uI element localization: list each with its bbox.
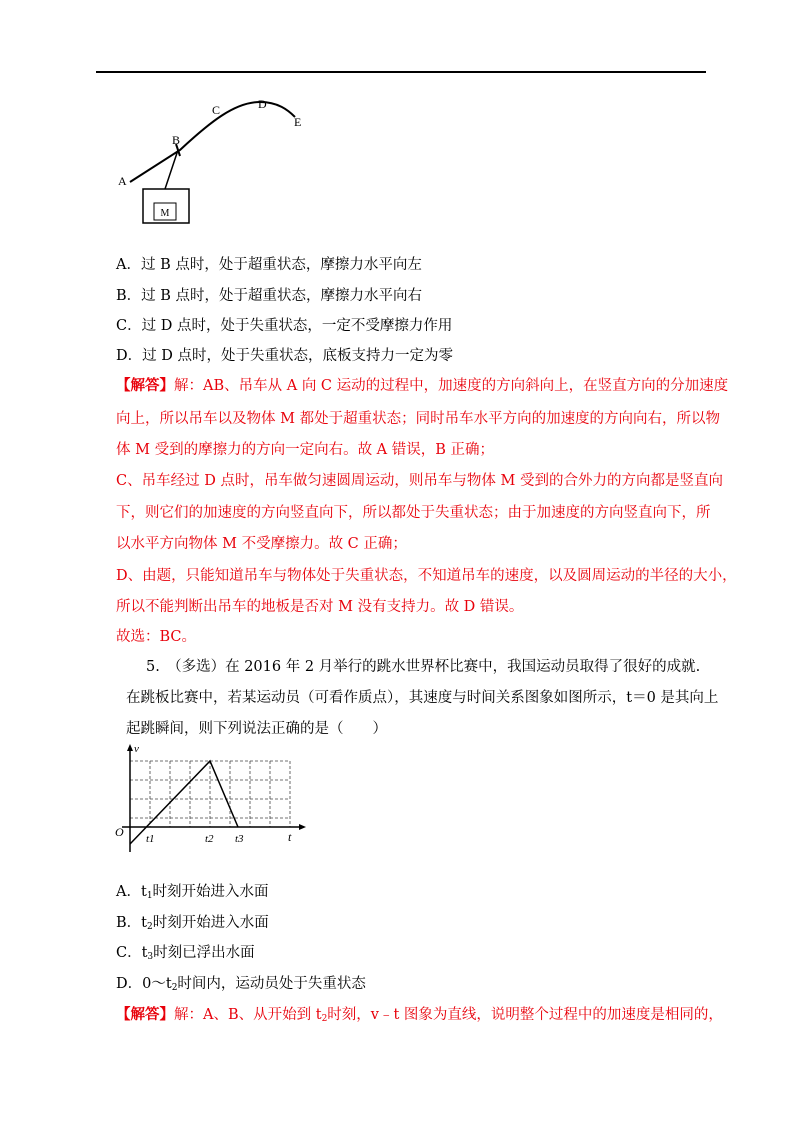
- q5-stem-line: 5. （多选）在 2016 年 2 月举行的跳水世界杯比赛中，我国运动员取得了很好的成就.: [146, 659, 701, 675]
- point-label-a: A: [118, 174, 127, 188]
- point-label-c: C: [212, 103, 221, 117]
- mass-label: M: [160, 208, 170, 219]
- q4-answer-line: 所以不能判断出吊车的地板是否对 M 没有支持力。故 D 错误。: [116, 599, 524, 615]
- point-label-d: D: [258, 97, 267, 111]
- answer-text: 解：AB、吊车从 A 向 C 运动的过程中，加速度的方向斜向上，在竖直方向的分加速度: [174, 378, 729, 394]
- answer-tag: 【解答】: [116, 1006, 174, 1023]
- q4-answer-line: D、由题，只能知道吊车与物体处于失重状态，不知道吊车的速度，以及圆周运动的半径的大小，: [116, 568, 737, 584]
- t-axis-label: t: [288, 830, 292, 844]
- q4-option-c: C．过 D 点时，处于失重状态，一定不受摩擦力作用: [116, 318, 453, 334]
- t-axis-arrow: [299, 824, 306, 830]
- q5-option-d: D．$0\sim t_2$时间内，运动员处于失重状态: [116, 976, 366, 993]
- q4-option-b: B．过 B 点时，处于超重状态，摩擦力水平向右: [116, 288, 423, 304]
- t1-label: t1: [146, 833, 155, 845]
- q5-stem-line: 在跳板比赛中，若某运动员（可看作质点），其速度与时间关系图象如图所示，t＝0 是其向上: [126, 690, 719, 706]
- velocity-line: [130, 761, 238, 844]
- q4-answer-line: C、吊车经过 D 点时，吊车做匀速圆周运动，则吊车与物体 M 受到的合外力的方向都是竖直向: [116, 473, 723, 489]
- q4-option-a: A．过 B 点时，处于超重状态，摩擦力水平向左: [116, 257, 422, 273]
- header-rule: [96, 71, 706, 73]
- v-axis-arrow: [127, 744, 133, 751]
- q5-answer-line: 【解答】解：A、B、从开始到 $t_2$时刻，v﹣t 图象为直线，说明整个过程中的加速度是相同的，: [116, 1006, 723, 1024]
- point-label-e: E: [294, 115, 302, 129]
- q4-answer-line: [116, 376, 728, 396]
- q4-answer-line: 体 M 受到的摩擦力的方向一定向右。故 A 错误，B 正确；: [116, 442, 495, 458]
- vt-graph-figure: [110, 742, 310, 857]
- q4-option-d: D．过 D 点时，处于失重状态，底板支持力一定为零: [116, 348, 453, 364]
- q4-answer-line: 向上，所以吊车以及物体 M 都处于超重状态；同时吊车水平方向的加速度的方向向右，所以物: [116, 411, 721, 427]
- q5-option-b: B．$t_2$时刻开始进入水面: [116, 915, 269, 932]
- t3-label: t3: [235, 833, 244, 845]
- q4-final-answer: 故选：BC。: [116, 629, 197, 645]
- v-axis-label: v: [134, 743, 139, 755]
- grid: [130, 761, 290, 827]
- q4-answer-line: 以水平方向物体 M 不受摩擦力。故 C 正确；: [116, 536, 407, 552]
- track-figure: [110, 92, 330, 232]
- q5-stem-line: 起跳瞬间，则下列说法正确的是（ ）: [126, 721, 387, 737]
- t2-label: t2: [205, 833, 214, 845]
- answer-tag: 【解答】: [116, 377, 174, 394]
- q5-option-a: A．$t_1$时刻开始进入水面: [116, 884, 269, 901]
- point-label-b: B: [172, 133, 181, 147]
- q5-option-c: C．$t_3$时刻已浮出水面: [116, 945, 255, 962]
- q4-answer-line: 下，则它们的加速度的方向竖直向下，所以都处于失重状态；由于加速度的方向竖直向下，所: [116, 505, 711, 521]
- origin-label: O: [115, 825, 124, 839]
